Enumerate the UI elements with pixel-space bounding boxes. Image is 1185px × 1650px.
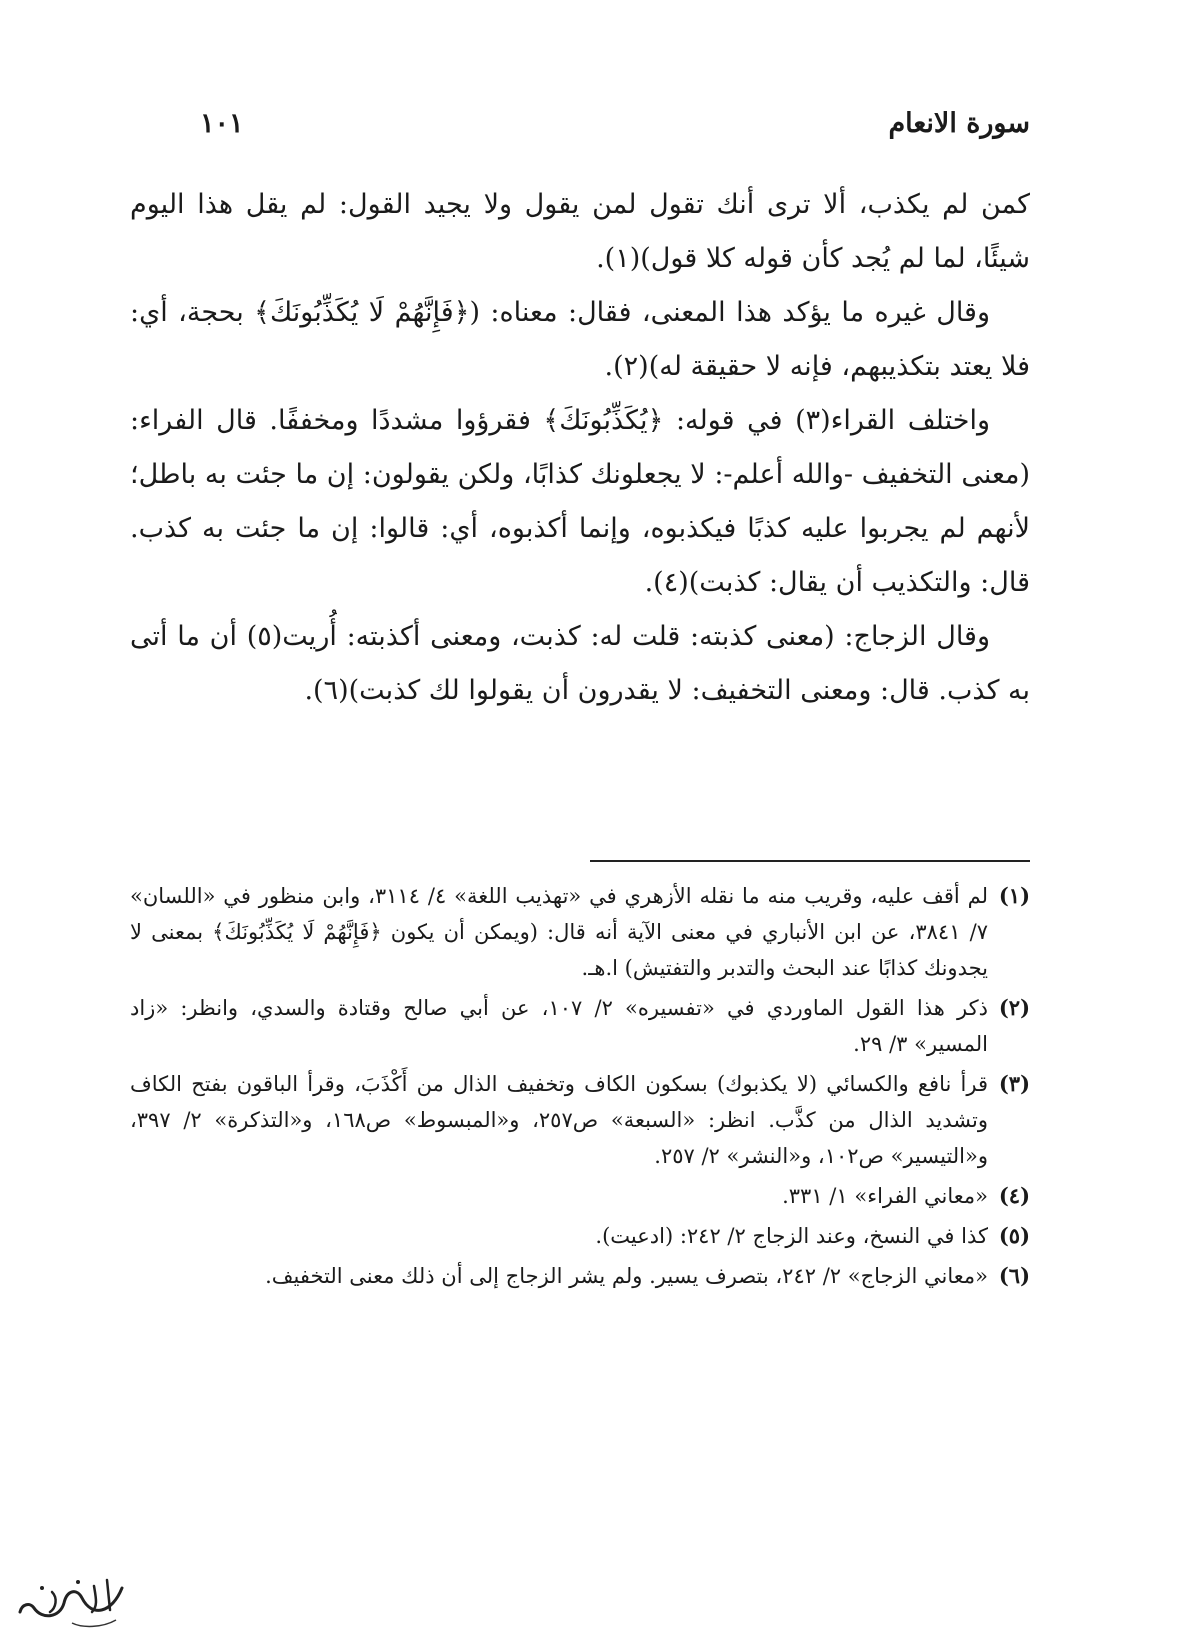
footnote-number: (٤) [998, 1183, 1030, 1208]
page-number: ١٠١ [200, 108, 244, 139]
footnotes [130, 878, 1030, 1298]
footnote-text: كذا في النسخ، وعند الزجاج ٢/ ٢٤٢: (ادعيت). [595, 1224, 988, 1248]
footnote-separator [590, 860, 1030, 862]
page-header [130, 108, 1030, 148]
paragraph-2: وقال غيره ما يؤكد هذا المعنى، فقال: معناه: (﴿فَإِنَّهُمْ لَا يُكَذِّبُونَكَ﴾ بحجة، أي: فلا يعتد بتكذيبهم، فإنه لا حقيقة له)(٢). [130, 297, 1030, 382]
footnote-1 [130, 878, 1030, 986]
footnote-number: (٣) [998, 1071, 1030, 1096]
footnote-number: (٦) [998, 1263, 1030, 1288]
footnote-5 [130, 1218, 1030, 1254]
footnote-text: «معاني الفراء» ١/ ٣٣١. [782, 1184, 988, 1208]
paragraph-4: وقال الزجاج: (معنى كذبته: قلت له: كذبت، ومعنى أكذبته: أُريت(٥) أن ما أتى به كذب. قال: ومعنى التخفيف: لا يقدرون أن يقولوا لك كذبت)(٦). [130, 621, 1030, 706]
footnote-number: (٥) [998, 1223, 1030, 1248]
footnote-text: «معاني الزجاج» ٢/ ٢٤٢، بتصرف يسير. ولم يشر الزجاج إلى أن ذلك معنى التخفيف. [265, 1264, 988, 1288]
paragraph-1: كمن لم يكذب، ألا ترى أنك تقول لمن يقول ولا يجيد القول: لم يقل هذا اليوم شيئًا، لما لم يُجد كأن قوله كلا قول)(١). [130, 189, 1030, 274]
footnote-text: ذكر هذا القول الماوردي في «تفسيره» ٢/ ١٠٧، عن أبي صالح وقتادة والسدي، وانظر: «زاد المسير» ٣/ ٢٩. [130, 996, 988, 1056]
main-text [130, 178, 1030, 718]
paragraph-3: واختلف القراء(٣) في قوله: ﴿يُكَذِّبُونَكَ﴾ فقرؤوا مشددًا ومخففًا. قال الفراء: (معنى التخفيف -والله أعلم-: لا يجعلونك كذابًا، ولكن يقولون: إن ما جئت به باطل؛ لأنهم لم يجربوا عليه كذبًا فيكذبوه، وإنما أكذبوه، أي: قالوا: إن ما جئت به كذب. قال: والتكذيب أن يقال: كذبت)(٤). [130, 405, 1030, 598]
footnote-6 [130, 1258, 1030, 1294]
footnote-4 [130, 1178, 1030, 1214]
surah-title: سورة الانعام [888, 108, 1030, 139]
footnote-text: لم أقف عليه، وقريب منه ما نقله الأزهري في «تهذيب اللغة» ٤/ ٣١١٤، وابن منظور في «اللسان» ٧/ ٣٨٤١، عن ابن الأنباري في معنى الآية أنه قال: (ويمكن أن يكون ﴿فَإِنَّهُمْ لَا يُكَذِّبُونَكَ﴾ بمعنى لا يجدونك كذابًا عند البحث والتدبر والتفتيش) ا.هـ. [130, 884, 988, 980]
footnote-3 [130, 1066, 1030, 1174]
footnote-text: قرأ نافع والكسائي (لا يكذبوك) بسكون الكاف وتخفيف الذال من أَكْذَبَ، وقرأ الباقون بفتح الكاف وتشديد الذال من كذَّب. انظر: «السبعة» ص٢٥٧، و«المبسوط» ص١٦٨، و«التذكرة» ٢/ ٣٩٧، و«التيسير» ص١٠٢، و«النشر» ٢/ ٢٥٧. [130, 1072, 988, 1168]
calligraphy-logo-icon [12, 1568, 132, 1638]
footnote-2 [130, 990, 1030, 1062]
footnote-number: (١) [998, 883, 1030, 908]
footnote-number: (٢) [998, 995, 1030, 1020]
